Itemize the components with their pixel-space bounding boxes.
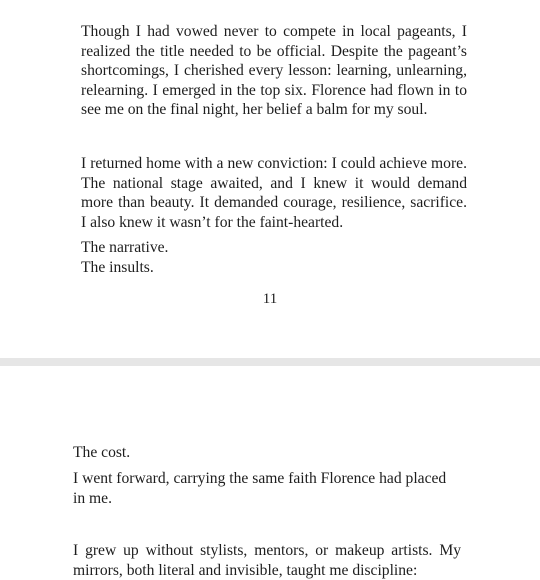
line-the-insults: The insults. [81, 259, 154, 276]
page-separator [0, 358, 540, 366]
paragraph-pageant-lessons: Though I had vowed never to compete in local pageants, I realized the title needed to be official. Despite the pageant’s shortcomings, I cherished every lesson: learning, unlearning, relearning. I emerged in the top six. Florence had flown in to see me on the final night, her belief a balm for my soul. [81, 23, 467, 118]
line-the-cost: The cost. [73, 444, 131, 461]
book-page-bottom [0, 366, 540, 580]
paragraph-went-forward: I went forward, carrying the same faith Florence had placed in me. [73, 470, 447, 507]
paragraph-new-conviction: I returned home with a new conviction: I could achieve more. The national stage awaited, and I knew it would demand more than beauty. It demanded courage, resilience, sacrifice. I also knew it wasn’t for the faint-hearted. [81, 155, 467, 231]
line-the-narrative: The narrative. [81, 239, 169, 256]
paragraph-grew-up: I grew up without stylists, mentors, or makeup artists. My mirrors, both literal and invisible, taught me discipline: [73, 542, 461, 579]
page-number: 11 [262, 291, 278, 307]
